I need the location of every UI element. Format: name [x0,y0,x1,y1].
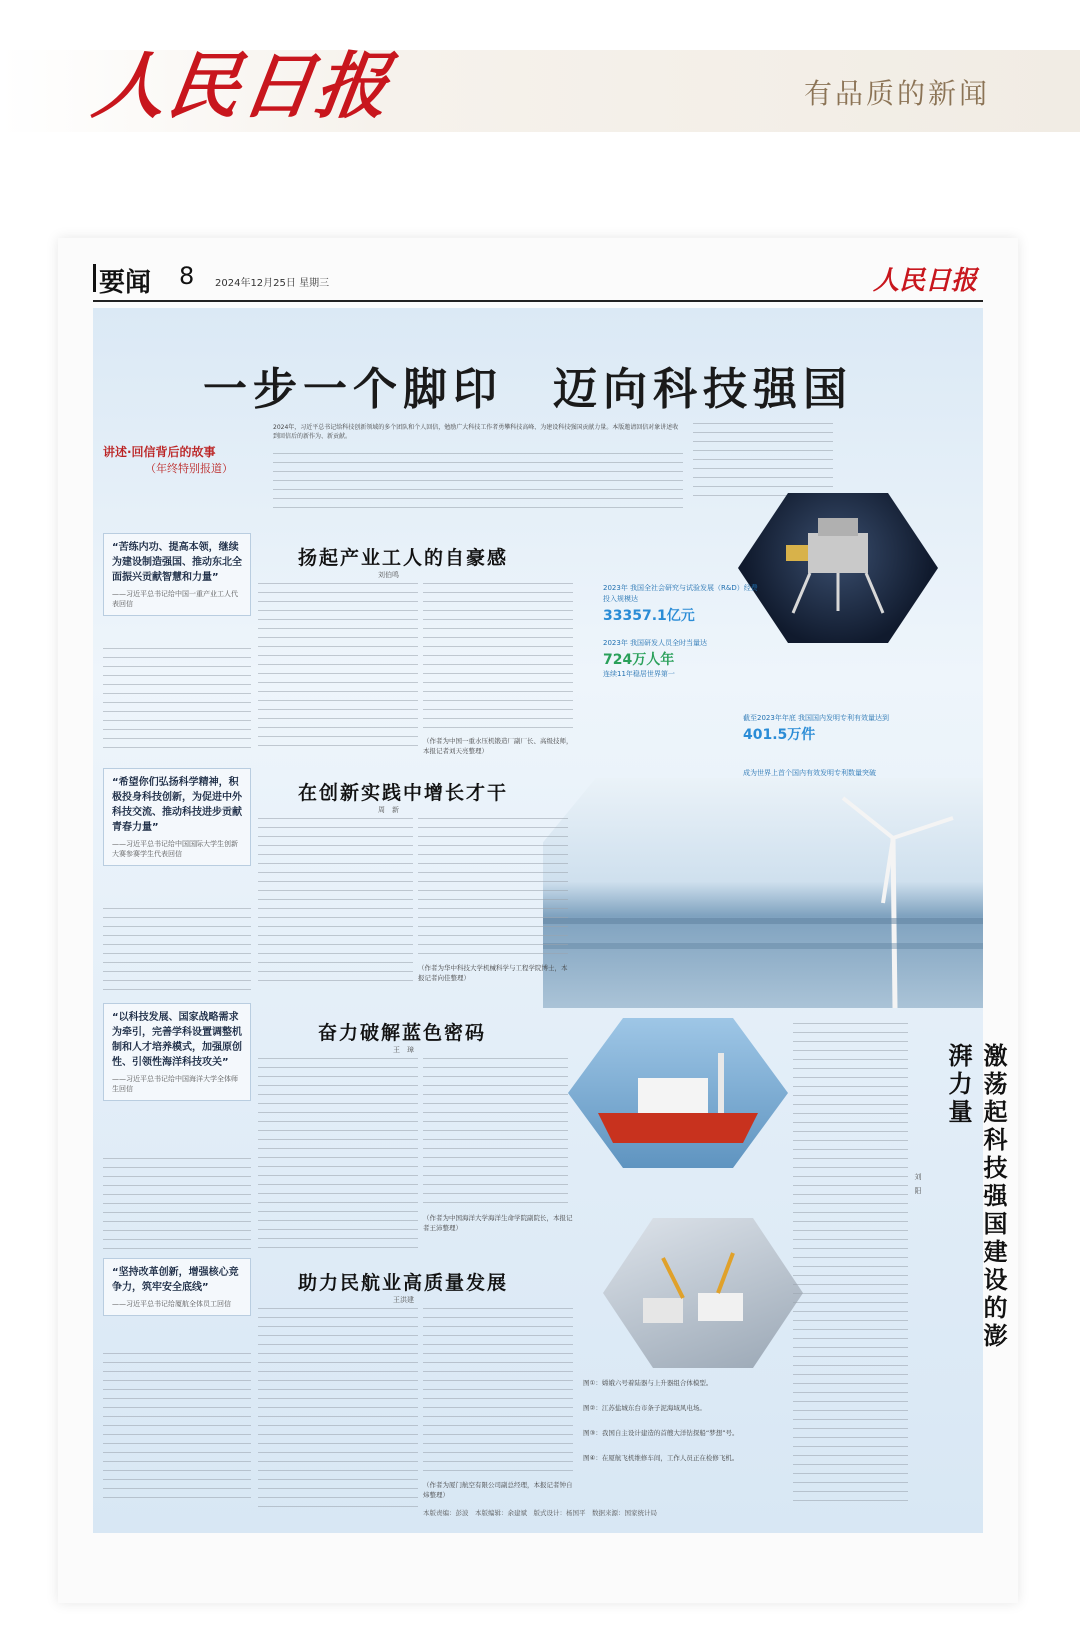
newspaper-page [58,238,1018,1603]
article-4-col-1 [103,1353,251,1503]
quote-box-1: “苦练内功、提高本领，继续为建设制造强国、推动东北全面振兴贡献智慧和力量” ——习近平总书记给中国一重产业工人代表回信 [103,533,251,616]
wind-turbine-icon [543,778,983,1008]
wind-farm-photo [543,778,983,1008]
page-date: 2024年12月25日 星期三 [215,278,330,289]
intro-text-lines-2 [693,423,833,503]
article-3-byline: 王 璋 [393,1046,414,1054]
article-1-title: 扬起产业工人的自豪感 [298,547,509,569]
section-name: 要闻 [99,268,152,298]
commentary-author: 刘 阳 [914,1173,922,1194]
banner-slogan: 有品质的新闻 [803,77,990,110]
article-1-col-1 [103,648,251,753]
stat-rd-funding: 2023年 我国全社会研究与试验发展（R&D）经费投入规模达 33357.1亿元 [603,584,758,624]
series-subtitle: （年终特别报道） [145,462,233,475]
series-kicker: 讲述·回信背后的故事 [103,445,216,459]
caption-2: 图②：江苏盐城东台市条子泥海域风电场。 [583,1404,706,1412]
article-2-title: 在创新实践中增长才干 [298,782,509,804]
commentary-body [793,1023,908,1503]
caption-1: 图①：嫦娥六号着陆器与上升器组合体模型。 [583,1379,713,1387]
masthead-logo: 人民日报 [872,266,977,296]
section-bar [93,264,96,292]
article-4-byline: 王洪建 [393,1296,414,1304]
article-1-byline: 刘伯鸣 [378,571,399,579]
article-3-sign: （作者为中国海洋大学海洋生命学院副院长，本报记者王沛整理） [423,1214,573,1232]
caption-3: 图③：我国自主设计建造的首艘大洋钻探船“梦想”号。 [583,1429,739,1437]
article-4-sign: （作者为厦门航空有限公司副总经理，本报记者钟自炜整理） [423,1481,573,1499]
page-credits: 本版责编：彭波 本版编辑：余建斌 版式设计：杨国平 数据来源：国家统计局 [423,1509,657,1517]
article-3-col-2 [258,1058,418,1248]
article-1-col-3 [423,583,573,733]
article-3-col-1 [103,1158,251,1253]
article-2-col-3 [418,818,568,958]
article-2-col-2 [258,818,413,988]
stat-rd-personnel: 2023年 我国研发人员全时当量达 724万人年 连续11年稳居世界第一 [603,639,708,678]
caption-4: 图④：在厦航飞机维修车间，工作人员正在检修飞机。 [583,1454,739,1462]
intro-text-lines [273,453,683,508]
quote-box-2: “希望你们弘扬科学精神，积极投身科技创新，为促进中外科技交流、推动科技进步贡献青春力量” ——习近平总书记给中国国际大学生创新大赛参赛学生代表回信 [103,768,251,866]
stat-patent-milestone: 成为世界上首个国内有效发明专利数量突破 [743,769,876,777]
page-number: 8 [179,262,195,290]
commentary-title: 激荡起科技强国建设的澎湃力量 [944,1043,1008,1351]
article-4-col-2 [258,1308,418,1508]
article-3-title: 奋力破解蓝色密码 [318,1022,487,1044]
article-2-sign: （作者为华中科技大学机械科学与工程学院博士，本报记者向佳整理） [418,964,568,982]
article-4-title: 助力民航业高质量发展 [298,1272,509,1294]
quote-box-4: “坚持改革创新，增强核心竞争力，筑牢安全底线” ——习近平总书记给厦航全体员工回信 [103,1258,251,1316]
stat-patents: 截至2023年年底 我国国内发明专利有效量达到 401.5万件 [743,714,890,743]
page-headline: 一步一个脚印 迈向科技强国 [203,364,853,415]
article-4-col-3 [423,1308,573,1478]
article-3-col-3 [423,1058,568,1208]
peoples-daily-logo: 人民日报 [88,43,397,128]
article-2-byline: 周 新 [378,806,399,814]
top-banner [0,0,1080,190]
article-1-col-2 [258,583,418,753]
article-1-sign: （作者为中国一重水压机锻造厂副厂长、高级技师，本报记者刘天亮整理） [423,737,573,755]
intro-text: 2024年，习近平总书记给科技创新领域的多个团队和个人回信，勉励广大科技工作者勇攀科技高峰、为建设科技强国贡献力量。本版邀请回信对象讲述收到回信后的新作为、新贡献。 [273,424,679,440]
page-masthead [93,258,983,302]
article-2-col-1 [103,908,251,993]
quote-box-3: “以科技发展、国家战略需求为牵引，完善学科设置调整机制和人才培养模式，加强原创性、引领性海洋科技攻关” ——习近平总书记给中国海洋大学全体师生回信 [103,1003,251,1101]
